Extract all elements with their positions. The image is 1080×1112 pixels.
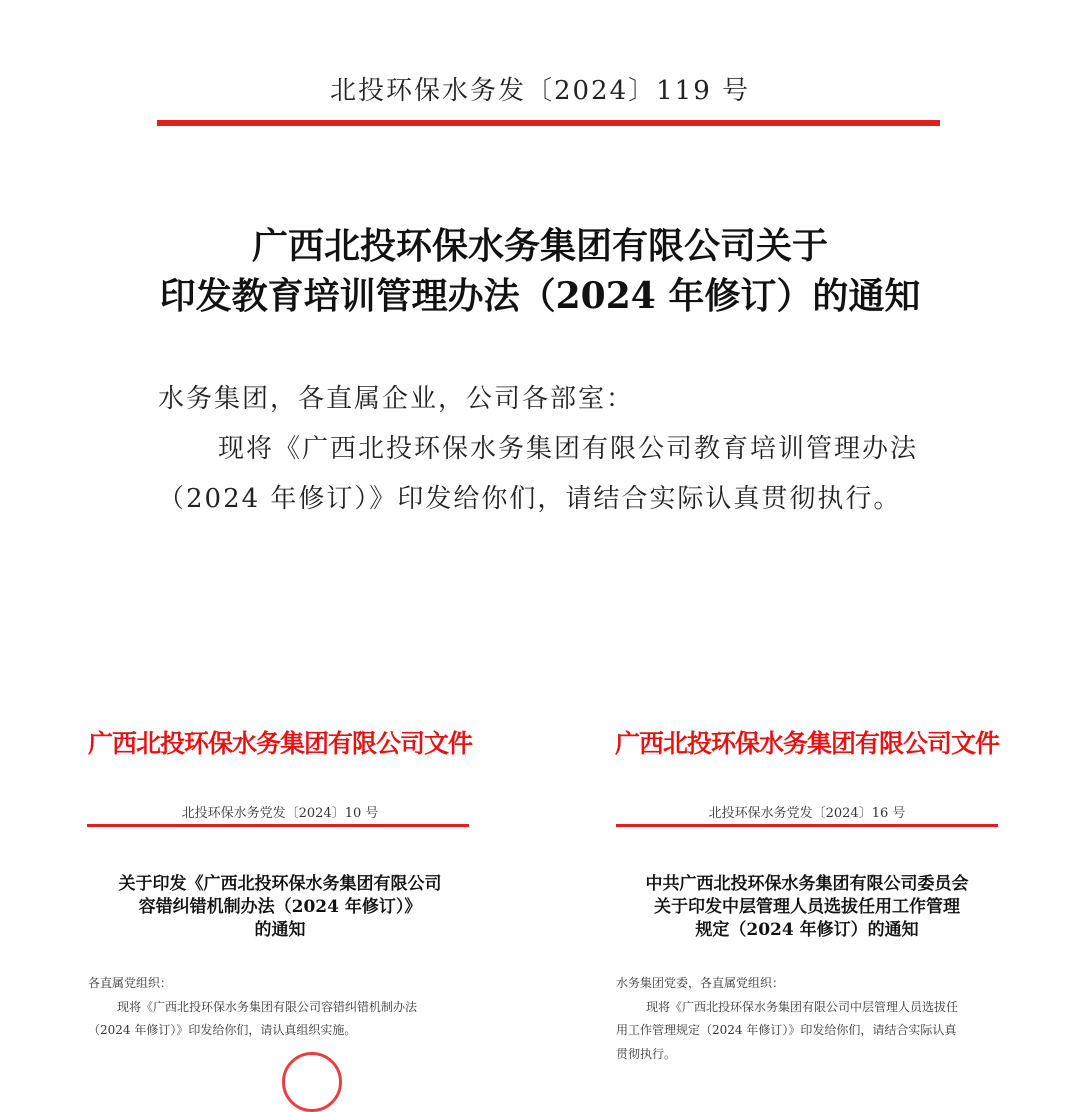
right-salutation: 水务集团党委，各直属党组织：: [616, 976, 785, 990]
right-red-rule: [616, 824, 998, 827]
left-doc-header: 广西北投环保水务集团有限公司文件: [87, 729, 472, 758]
left-title-line1: 关于印发《广西北投环保水务集团有限公司: [118, 874, 442, 894]
right-doc-header: 广西北投环保水务集团有限公司文件: [614, 729, 999, 758]
left-body-line1: 现将《广西北投环保水务集团有限公司容错纠错机制办法: [117, 1000, 418, 1014]
right-body-line2: 用工作管理规定（2024 年修订）》印发给你们，请结合实际认真: [616, 1023, 957, 1037]
red-seal-stamp: [282, 1052, 342, 1112]
right-title-line3: 规定（2024 年修订）的通知: [695, 920, 919, 940]
top-body-line2: （2024 年修订）》印发给你们，请结合实际认真贯彻执行。: [158, 484, 902, 514]
top-red-rule: [157, 120, 940, 126]
right-title-line1: 中共广西北投环保水务集团有限公司委员会: [645, 874, 969, 894]
left-doc-number: 北投环保水务党发〔2024〕10 号: [181, 806, 379, 821]
right-doc-number: 北投环保水务党发〔2024〕16 号: [708, 806, 906, 821]
left-body-line2: （2024 年修订）》印发给你们，请认真组织实施。: [88, 1023, 357, 1037]
right-body-line3: 贯彻执行。: [616, 1047, 677, 1061]
top-title-line1: 广西北投环保水务集团有限公司关于: [251, 225, 828, 267]
top-doc-number: 北投环保水务发〔2024〕119 号: [329, 76, 751, 106]
left-title-line3: 的通知: [254, 920, 306, 940]
top-salutation: 水务集团，各直属企业，公司各部室：: [158, 384, 635, 414]
left-title-line2: 容错纠错机制办法（2024 年修订）》: [138, 897, 422, 917]
right-title-line2: 关于印发中层管理人员选拔任用工作管理: [654, 897, 960, 917]
left-doc-title: [80, 873, 480, 942]
right-doc-title: [607, 873, 1007, 942]
left-red-rule: [87, 824, 469, 827]
top-body-line1: 现将《广西北投环保水务集团有限公司教育培训管理办法: [218, 434, 919, 464]
top-title-line2: 印发教育培训管理办法（2024 年修订）的通知: [159, 275, 921, 317]
right-body-line1: 现将《广西北投环保水务集团有限公司中层管理人员选拔任: [646, 1000, 959, 1014]
left-salutation: 各直属党组织：: [88, 976, 173, 990]
